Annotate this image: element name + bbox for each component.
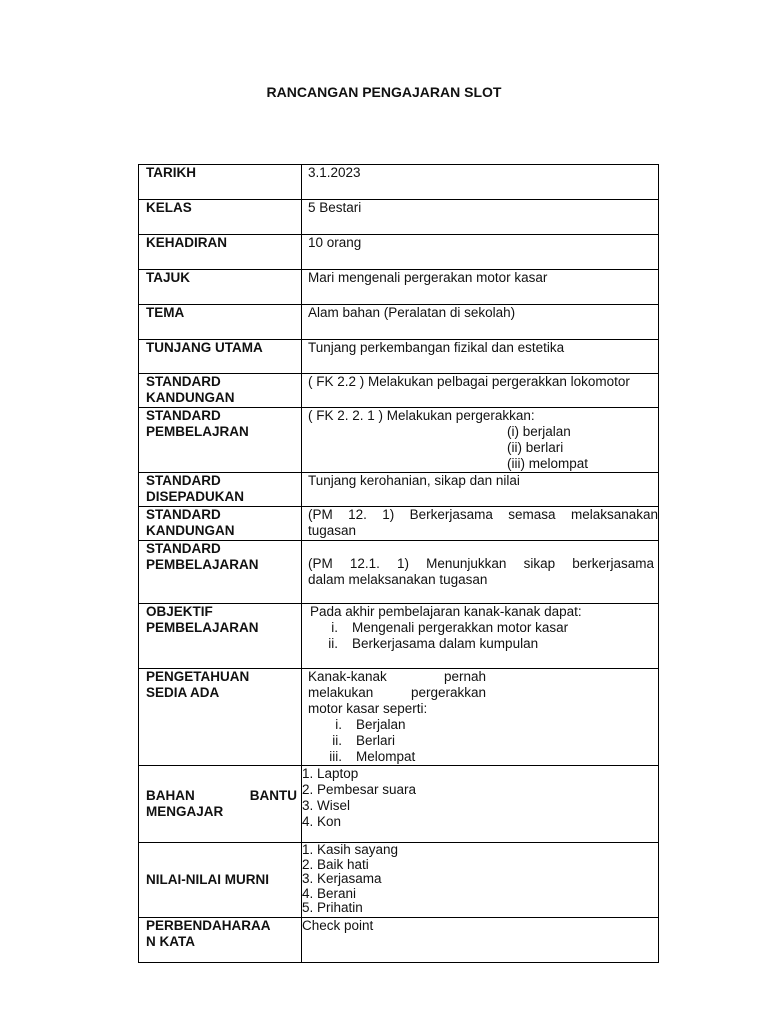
label-line: BAHAN BANTU — [146, 788, 297, 803]
list-item: (i) berjalan — [507, 424, 571, 439]
label-line: N KATA — [146, 934, 195, 949]
table-row — [139, 165, 659, 200]
list-text: Mengenali pergerakkan motor kasar — [352, 620, 569, 635]
list-number: iii. — [329, 749, 342, 764]
row-value — [302, 669, 659, 766]
row-value — [302, 604, 659, 669]
list-item: (ii) berlari — [507, 440, 564, 455]
row-value — [302, 541, 659, 604]
table-row — [139, 270, 659, 305]
value-line: (PM 12.1. 1) Menunjukkan sikap berkerjasama — [308, 556, 654, 571]
table-row — [139, 235, 659, 270]
label-line: STANDARD — [146, 374, 221, 389]
label-line: MENGAJAR — [146, 804, 224, 819]
list-item: 1. Kasih sayang — [302, 842, 399, 857]
row-value — [302, 843, 659, 918]
list-item: 5. Prihatin — [302, 900, 363, 915]
row-value: 3.1.2023 — [302, 165, 659, 200]
list-item — [308, 749, 658, 765]
label-line: PENGETAHUAN — [146, 669, 250, 684]
table-row — [139, 374, 659, 408]
row-label — [139, 918, 302, 963]
list-text: Berlari — [356, 733, 396, 748]
row-value — [302, 766, 659, 843]
value-block — [308, 669, 486, 717]
row-label — [139, 473, 302, 507]
list-item: 2. Baik hati — [302, 856, 369, 872]
row-label — [139, 507, 302, 541]
document-title: RANCANGAN PENGAJARAN SLOT — [266, 84, 502, 100]
list-number: i. — [335, 717, 342, 732]
row-value: Tunjang kerohanian, sikap dan nilai — [302, 473, 659, 507]
table-row — [139, 507, 659, 541]
row-label — [139, 669, 302, 766]
row-label — [139, 408, 302, 473]
list-item: 4. Kon — [302, 814, 342, 829]
row-value: Tunjang perkembangan fizikal dan estetika — [302, 340, 659, 374]
row-value: ( FK 2.2 ) Melakukan pelbagai pergerakkan lokomotor — [302, 374, 659, 408]
label-line: SEDIA ADA — [146, 685, 220, 700]
list-text: Berkerjasama dalam kumpulan — [352, 636, 539, 651]
table-row — [139, 843, 659, 918]
label-line: OBJEKTIF — [146, 604, 213, 619]
value-line: dalam melaksanakan tugasan — [308, 572, 488, 587]
list-text: Melompat — [356, 749, 416, 764]
label-line: DISEPADUKAN — [146, 489, 245, 504]
label-line: STANDARD — [146, 541, 221, 556]
list-item — [308, 733, 658, 749]
value-line: melakukan pergerakkan — [308, 685, 486, 700]
list-text: Berjalan — [356, 717, 406, 732]
row-label: TARIKH — [139, 165, 302, 200]
label-line: KANDUNGAN — [146, 523, 235, 538]
row-value: Mari mengenali pergerakan motor kasar — [302, 270, 659, 305]
list-item: 3. Wisel — [302, 798, 351, 813]
label-line: STANDARD — [146, 473, 221, 488]
value-line: tugasan — [308, 523, 357, 538]
table-row — [139, 541, 659, 604]
row-value: Check point — [302, 918, 659, 963]
value-line: Pada akhir pembelajaran kanak-kanak dapat: — [310, 604, 582, 619]
row-label: TEMA — [139, 305, 302, 340]
table-row — [139, 340, 659, 374]
list-item — [310, 620, 658, 636]
row-label — [139, 541, 302, 604]
row-value: 5 Bestari — [302, 200, 659, 235]
row-label — [139, 604, 302, 669]
row-value: Alam bahan (Peralatan di sekolah) — [302, 305, 659, 340]
table-row — [139, 766, 659, 843]
label-line: STANDARD — [146, 408, 221, 423]
row-label: NILAI-NILAI MURNI — [139, 843, 302, 918]
label-line: PERBENDAHARAA — [146, 918, 271, 933]
table-row — [139, 200, 659, 235]
list-item: 1. Laptop — [302, 766, 359, 781]
list-number: ii. — [332, 733, 342, 748]
table-row — [139, 918, 659, 963]
table-row — [139, 408, 659, 473]
list-item: 4. Berani — [302, 885, 357, 901]
row-label: TAJUK — [139, 270, 302, 305]
value-line: (PM 12. 1) Berkerjasama semasa melaksanakan — [308, 507, 658, 522]
list-item: (iii) melompat — [507, 456, 589, 471]
list-item — [308, 717, 658, 733]
list-number: i. — [331, 620, 338, 635]
table-row — [139, 305, 659, 340]
value-line: motor kasar seperti: — [308, 701, 428, 716]
row-label — [139, 374, 302, 408]
label-line: KANDUNGAN — [146, 390, 235, 405]
row-label: KELAS — [139, 200, 302, 235]
row-value: 10 orang — [302, 235, 659, 270]
row-value — [302, 507, 659, 541]
label-line: STANDARD — [146, 507, 221, 522]
value-line: Kanak-kanak pernah — [308, 669, 486, 684]
row-label — [139, 766, 302, 843]
list-item: 2. Pembesar suara — [302, 782, 417, 797]
list-item: 3. Kerjasama — [302, 871, 382, 886]
list-number: ii. — [328, 636, 338, 651]
row-label: KEHADIRAN — [139, 235, 302, 270]
label-line: PEMBELAJARAN — [146, 557, 259, 572]
table-row — [139, 669, 659, 766]
row-label: TUNJANG UTAMA — [139, 340, 302, 374]
table-row — [139, 604, 659, 669]
label-line: PEMBELAJRAN — [146, 424, 249, 439]
label-line: PEMBELAJARAN — [146, 620, 259, 635]
list-item — [310, 636, 658, 652]
lesson-plan-table — [138, 164, 659, 963]
table-row — [139, 473, 659, 507]
value-line: ( FK 2. 2. 1 ) Melakukan pergerakkan: — [308, 408, 535, 423]
row-value — [302, 408, 659, 473]
